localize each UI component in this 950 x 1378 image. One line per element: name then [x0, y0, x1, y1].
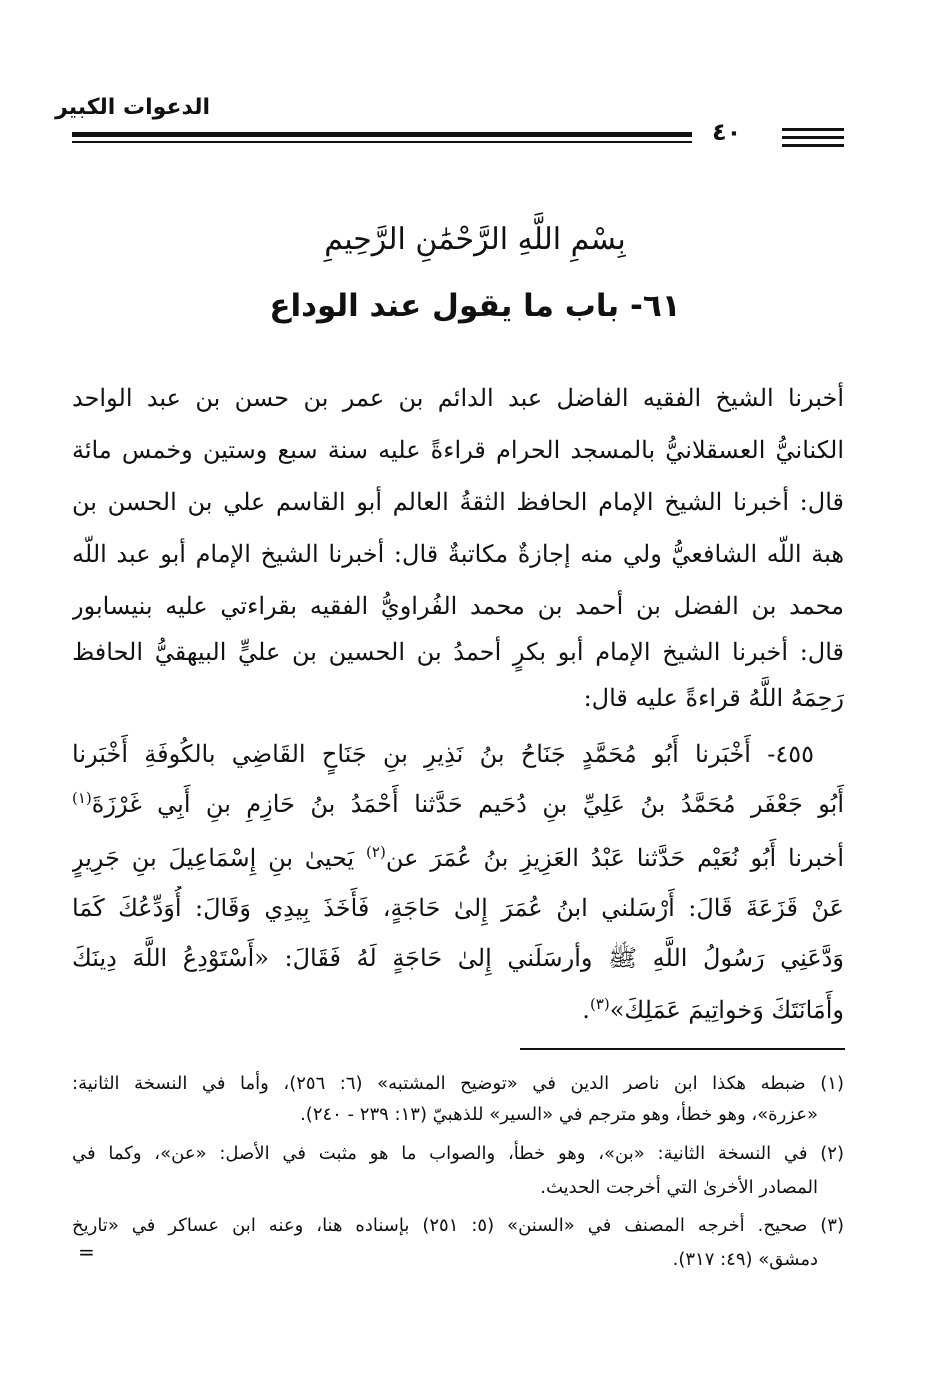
footnote-line: (١) ضبطه هكذا ابن ناصر الدين في «توضيح المشتبه» (٦: ٢٥٦)، وأما في النسخة الثانية: [72, 1073, 844, 1094]
hadith-line: ٤٥٥- أَخْبَرنا أَبُو مُحَمَّدٍ جَنَاحُ بنُ نَذِيرِ بنِ جَنَاحٍ القَاضِي بالكُوفَةِ أَخْبَرنا [72, 740, 814, 768]
footnote-ref: (٢) [366, 843, 386, 861]
header-rule-short [782, 136, 844, 139]
hadith-text: وأَمَانَتَكَ وَخواتِيمَ عَمَلِكَ» [609, 996, 844, 1024]
header-rule-short [782, 144, 844, 147]
isnad-line: محمد بن الفضل بن أحمد بن محمد الفُراويُّ الفقيه بقراءتي عليه بنيسابور [72, 592, 844, 620]
isnad-line: قال: أخبرنا الشيخ الإمام الحافظ الثقةُ العالم أبو القاسم علي بن الحسن بن [72, 488, 844, 516]
isnad-line: رَحِمَهُ اللَّهُ قراءةً عليه قال: [583, 684, 844, 712]
hadith-line [72, 836, 844, 880]
hadith-text: أخبرنا أَبُو نُعَيْم حَدَّثنا عَبْدُ العَزِيزِ بنُ عُمَرَ عن [385, 844, 844, 872]
basmala: بِسْمِ اللَّهِ الرَّحْمَٰنِ الرَّحِيمِ [324, 222, 626, 257]
isnad-line: قال: أخبرنا الشيخ الإمام أبو بكرٍ أحمدُ بن الحسين بن عليٍّ البيهقيُّ الحافظ [72, 638, 844, 666]
hadith-line [72, 988, 844, 1032]
header-rule-thick [72, 132, 692, 137]
footnote-line: دمشق» (٤٩: ٣١٧). [672, 1249, 818, 1270]
isnad-line: أخبرنا الشيخ الفقيه الفاضل عبد الدائم بن عمر بن حسن بن عبد الواحد [72, 384, 844, 412]
chapter-title: ٦١- باب ما يقول عند الوداع [269, 288, 681, 324]
continuation-mark: = [78, 1240, 95, 1264]
isnad-line: الكنانيُّ العسقلانيُّ بالمسجد الحرام قراءةً عليه سنة سبع وستين وخمس مائة [72, 436, 844, 464]
footnote-line: (٢) في النسخة الثانية: «بن»، وهو خطأ، والصواب ما هو مثبت في الأصل: «عن»، وكما في [72, 1143, 844, 1164]
footnote-line: المصادر الأخرىٰ التي أخرجت الحديث. [540, 1177, 818, 1198]
hadith-text: يَحيىٰ بنِ إِسْمَاعِيلَ بنِ جَرِيرٍ [72, 844, 367, 872]
page-number: ٤٠ [712, 118, 742, 146]
footnote-ref: (١) [72, 789, 92, 807]
hadith-line: وَدَّعَنِي رَسُولُ اللَّهِ ﷺ وأرسَلَني إِلىٰ حَاجَةٍ لَهُ فَقَالَ: «أَسْتَوْدِعُ اللَّهَ دِينَكَ [72, 944, 844, 972]
footnote-ref: (٣) [589, 995, 610, 1013]
hadith-line [72, 782, 844, 826]
header-rule-short [782, 128, 844, 131]
header-rule-thin [72, 141, 692, 143]
running-title: الدعوات الكبير [55, 95, 210, 120]
hadith-text: . [582, 996, 590, 1024]
footnote-separator [520, 1048, 845, 1050]
hadith-text: أَبُو جَعْفَر مُحَمَّدُ بنُ عَلِيِّ بنِ دُحَيم حَدَّثنا أَحْمَدُ بنُ حَازِمِ بنِ أَبِي غَرْزَةَ [91, 790, 844, 818]
footnote-line: «عزرة»، وهو خطأ، وهو مترجم في «السير» للذهبيّ (١٣: ٢٣٩ - ٢٤٠). [300, 1104, 818, 1125]
footnote-line: (٣) صحيح. أخرجه المصنف في «السنن» (٥: ٢٥١) بإسناده هنا، وعنه ابن عساكر في «تاريخ [72, 1215, 844, 1236]
isnad-line: هبة اللّه الشافعيُّ ولي منه إجازةٌ مكاتبةٌ قال: أخبرنا الشيخ الإمام أبو عبد اللّه [72, 540, 844, 568]
hadith-line: عَنْ قَزَعَةَ قَالَ: أَرْسَلني ابنُ عُمَرَ إِلىٰ حَاجَةٍ، فَأَخَذَ بِيدِي وَقَالَ: أُوَدِّعُكَ كَمَا [72, 894, 844, 922]
